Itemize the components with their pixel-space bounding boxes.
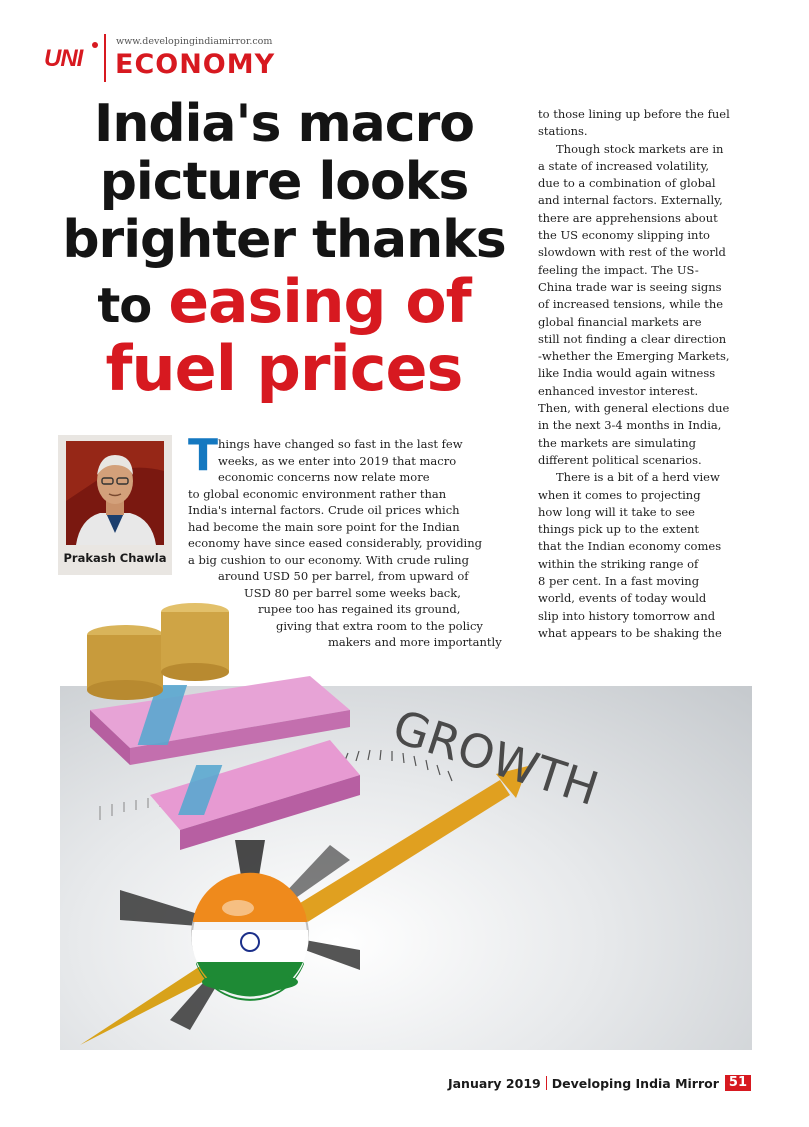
body-line: a state of increased volatility, [538, 158, 710, 173]
body-line: Though stock markets are in [556, 141, 724, 156]
headline-line-3: brighter thanks [62, 210, 506, 270]
compass-growth-label: GROWTH [386, 699, 605, 816]
author-name: Prakash Chawla [63, 551, 167, 565]
headline-line-4-dark: to [97, 278, 152, 334]
body-line: India's internal factors. Crude oil prices which [188, 503, 460, 517]
body-line: had become the main sore point for the Indian [188, 519, 460, 534]
body-line: still not finding a clear direction [538, 331, 727, 346]
footer-date: January 2019 [447, 1075, 541, 1091]
banknote-stack-icon [90, 676, 360, 850]
body-line: world, events of today would [538, 591, 707, 606]
body-line: 8 per cent. In a fast moving [538, 574, 700, 589]
body-line: what appears to be shaking the [538, 625, 722, 640]
body-line: economy have since eased considerably, providing [188, 536, 483, 550]
masthead-divider [104, 34, 106, 82]
compass-graphic [60, 590, 752, 1050]
headline-line-2: picture looks [99, 152, 469, 212]
site-url: www.developingindiamirror.com [116, 36, 273, 47]
section-title: ECONOMY [115, 49, 276, 80]
body-line: of increased tensions, while the [538, 297, 724, 312]
body-line: the markets are simulating [538, 435, 697, 450]
body-line: Then, with general elections due [538, 401, 730, 416]
growth-compass-illustration [60, 590, 752, 1050]
body-line: around USD 50 per barrel, from upward of [218, 569, 469, 583]
body-line: things pick up to the extent [538, 522, 699, 537]
logo-dot [92, 42, 98, 48]
body-line: -whether the Emerging Markets, [538, 349, 730, 364]
headline-line-4-red: easing of [168, 267, 471, 337]
headline-line-4 [50, 267, 518, 338]
page-number: 51 [725, 1075, 751, 1091]
body-line: China trade war is seeing signs [538, 279, 722, 294]
body-line: there are apprehensions about [538, 210, 718, 225]
body-line: enhanced investor interest. [538, 383, 699, 398]
body-line: makers and more importantly [328, 635, 502, 649]
body-line: and internal factors. Externally, [538, 193, 723, 208]
headline-line-1: India's macro [94, 94, 474, 154]
body-line: stations. [538, 124, 588, 139]
body-line: within the striking range of [538, 556, 699, 571]
body-line: when it comes to projecting [538, 487, 701, 502]
body-line: economic concerns now relate more [218, 470, 430, 484]
body-line: a big cushion to our economy. With crude ruling [188, 552, 469, 567]
logo-text: UNI [44, 45, 83, 72]
body-line: weeks, as we enter into 2019 that macro [218, 453, 457, 468]
uni-logo [44, 44, 102, 74]
body-line: slip into history tomorrow and [538, 608, 716, 623]
footer-publication: Developing India Mirror [551, 1075, 719, 1091]
body-line: to global economic environment rather than [188, 486, 447, 501]
body-line: in the next 3-4 months in India, [538, 418, 722, 433]
body-line: the US economy slipping into [538, 228, 710, 243]
body-line: to those lining up before the fuel [538, 107, 730, 121]
page-footer [448, 1075, 751, 1091]
coins-stack-icon [87, 603, 229, 700]
body-line: how long will it take to see [538, 504, 695, 519]
body-line: like India would again witness [538, 366, 716, 381]
body-line: due to a combination of global [538, 176, 716, 191]
right-column [538, 106, 753, 642]
body-line: global financial markets are [538, 314, 702, 329]
headline-line-5: fuel prices [105, 332, 463, 405]
drop-cap: T [188, 430, 219, 481]
body-line: giving that extra room to the policy [276, 618, 483, 633]
body-line: slowdown with rest of the world [538, 245, 726, 260]
footer-divider [546, 1076, 547, 1090]
body-line: that the Indian economy comes [538, 539, 722, 554]
headline [50, 94, 518, 405]
body-line: different political scenarios. [538, 452, 702, 467]
body-line: There is a bit of a herd view [556, 470, 720, 485]
author-box [58, 435, 172, 575]
body-line: feeling the impact. The US- [538, 262, 699, 277]
author-photo [66, 441, 164, 545]
body-line: rupee too has regained its ground, [258, 602, 461, 616]
body-line: hings have changed so fast in the last few [218, 437, 463, 451]
author-portrait-illustration [66, 441, 164, 545]
body-line: USD 80 per barrel some weeks back, [244, 585, 461, 600]
